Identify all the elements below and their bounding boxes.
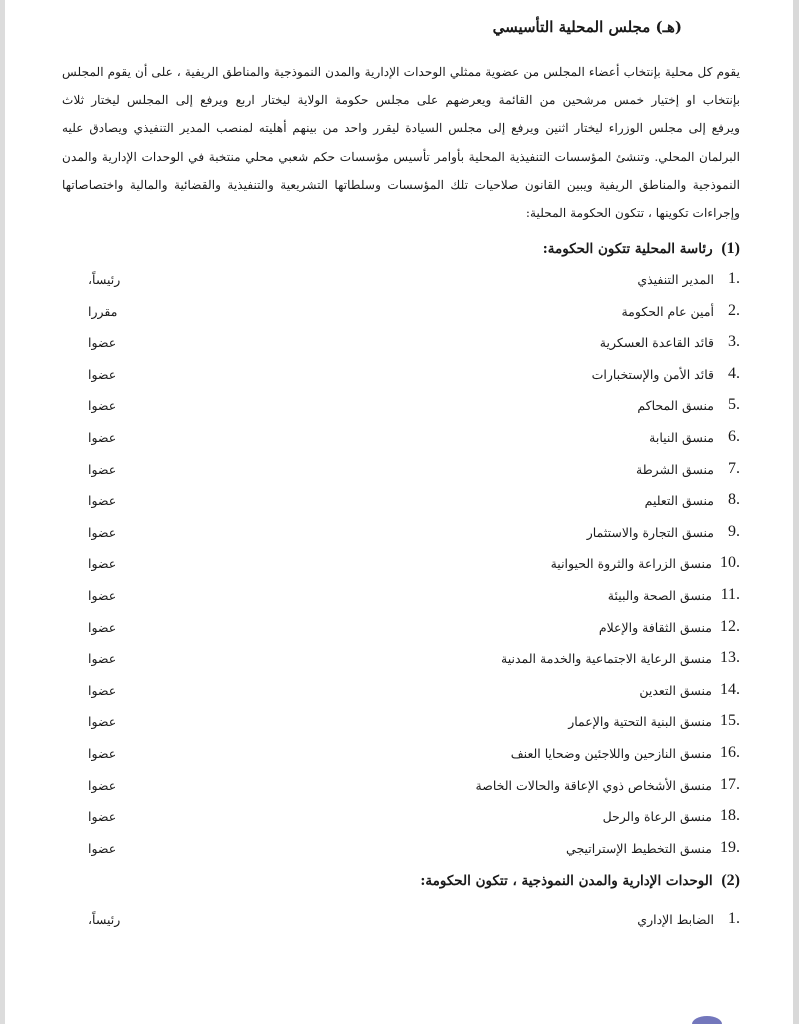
item-role: مقررا — [88, 303, 118, 319]
list-item — [60, 365, 740, 389]
part1-heading — [543, 240, 740, 258]
item-label: قائد الأمن والإستخبارات — [591, 366, 714, 382]
paragraph-line: يقوم كل محلية بإنتخاب أعضاء المجلس من عضوية ممثلي الوحدات الإدارية والمدن النموذجية والمناطق الريفية ، على أن يقوم المجلس — [62, 65, 740, 79]
item-label: أمين عام الحكومة — [621, 303, 714, 319]
list-item — [60, 428, 740, 452]
item-role: عضوا — [88, 524, 117, 540]
item-role: عضوا — [88, 746, 117, 761]
list-item — [60, 807, 740, 831]
paragraph-line: بإنتخاب او إختيار خمس مرشحين من القائمة ويعرضهم على مجلس حكومة الولاية ليختار اربع ويرفع إلى المجلس ليختار ثلاث — [62, 93, 740, 108]
list-item — [60, 776, 740, 800]
intro-paragraph — [62, 58, 740, 227]
item-number: 6. — [728, 428, 740, 445]
item-number: 8. — [728, 491, 740, 509]
item-role: عضوا — [88, 588, 117, 603]
item-label: منسق البنية التحتية والإعمار — [568, 714, 712, 730]
list-item — [60, 554, 740, 578]
item-number: 19. — [720, 838, 740, 856]
item-number: 13. — [720, 649, 740, 667]
part2-heading-text: الوحدات الإدارية والمدن النموذجية ، تتكون الحكومة: — [420, 873, 713, 889]
list-item — [60, 649, 740, 673]
item-label: منسق الزراعة والثروة الحيوانية — [550, 556, 712, 572]
item-number: 3. — [728, 333, 740, 351]
item-number: 4. — [728, 364, 740, 382]
item-number: 10. — [720, 554, 740, 572]
part1-number: (1) — [721, 240, 740, 257]
item-number: 2. — [728, 301, 740, 319]
item-label: منسق الثقافة والإعلام — [598, 619, 712, 635]
section-title: (هـ) مجلس المحلية التأسيسي — [492, 18, 682, 36]
paragraph-line: النموذجية والمناطق الريفية ويبين القانون صلاحيات تلك المؤسسات وسلطاتها التشريعية والتنفيذية والقضائية والمالية واختصاصاتها — [62, 177, 740, 192]
part2-heading — [420, 872, 740, 890]
item-role: عضوا — [88, 809, 117, 825]
item-number: 11. — [720, 586, 740, 603]
list-item — [60, 744, 740, 768]
list-item — [60, 396, 740, 420]
list-item — [60, 523, 740, 547]
item-number: 12. — [720, 617, 740, 635]
item-label: منسق الرعاة والرحل — [602, 809, 712, 825]
list-item — [60, 270, 740, 294]
list-item — [60, 839, 740, 863]
item-role: عضوا — [88, 493, 117, 509]
item-role: عضوا — [88, 335, 117, 351]
paragraph-line: ويرفع إلى مجلس الوزراء ليختار اثنين ويرفع إلى مجلس السيادة ليقرر واحد من بينهم أهليته لمنصب المدير التنفيذي ويصادق عليه — [62, 121, 740, 136]
item-role: عضوا — [88, 461, 117, 477]
item-number: 18. — [720, 807, 740, 825]
list-item — [60, 302, 740, 326]
item-label: منسق الأشخاص ذوي الإعاقة والحالات الخاصة — [475, 777, 712, 793]
item-label: المدير التنفيذي — [637, 272, 714, 287]
item-label: منسق النيابة — [649, 430, 714, 445]
item-label: منسق التخطيط الإستراتيجي — [566, 840, 712, 856]
item-number: 5. — [728, 396, 740, 414]
item-role: عضوا — [88, 366, 117, 382]
part1-heading-text: رئاسة المحلية تتكون الحكومة: — [542, 241, 713, 257]
item-role: عضوا — [88, 682, 117, 698]
item-role: عضوا — [88, 398, 117, 414]
item-number: 16. — [720, 744, 740, 761]
item-role: عضوا — [88, 840, 117, 856]
item-number: 7. — [728, 459, 740, 477]
document-page — [60, 0, 740, 1024]
item-label: منسق النازحين واللاجئين وضحايا العنف — [510, 746, 712, 761]
item-number: 9. — [728, 522, 740, 540]
item-label: منسق التعليم — [644, 493, 714, 509]
item-number: 15. — [720, 712, 740, 730]
list-item — [60, 333, 740, 357]
list-item — [60, 681, 740, 705]
list-item — [60, 712, 740, 736]
part2-number: (2) — [721, 872, 740, 889]
item-label: منسق المحاكم — [637, 398, 714, 414]
item-role: رئيساً، — [88, 912, 121, 927]
item-label: منسق الصحة والبيئة — [607, 588, 712, 603]
left-page-edge — [0, 0, 5, 1024]
paragraph-line: البرلمان المحلي. وتنشئ المؤسسات التنفيذية المحلية بأوامر تأسيس مؤسسات حكم شعبي محلي منتخبة في الوحدات الإدارية والمدن — [62, 149, 740, 164]
item-number: 1. — [728, 270, 740, 287]
item-role: عضوا — [88, 619, 117, 635]
item-label: منسق التعدين — [639, 682, 712, 698]
item-role: رئيساً، — [88, 272, 121, 287]
item-label: منسق التجارة والاستثمار — [586, 524, 714, 540]
list-item — [60, 491, 740, 515]
item-number: 1. — [728, 910, 740, 927]
item-label: منسق الشرطة — [636, 461, 714, 477]
item-role: عضوا — [88, 430, 117, 445]
right-scrollbar-edge[interactable] — [793, 0, 799, 1024]
item-role: عضوا — [88, 556, 117, 572]
item-label: منسق الرعاية الاجتماعية والخدمة المدنية — [501, 651, 712, 667]
item-label: قائد القاعدة العسكرية — [599, 335, 714, 351]
list-item — [60, 618, 740, 642]
item-role: عضوا — [88, 651, 117, 667]
list-item — [60, 910, 740, 934]
paragraph-line: وإجراءات تكوينها ، تتكون الحكومة المحلية: — [525, 205, 740, 220]
item-role: عضوا — [88, 714, 117, 730]
item-label: الضابط الإداري — [637, 912, 714, 927]
list-item — [60, 460, 740, 484]
item-number: 17. — [720, 775, 740, 793]
list-item — [60, 586, 740, 610]
item-role: عضوا — [88, 777, 117, 793]
item-number: 14. — [720, 680, 740, 698]
